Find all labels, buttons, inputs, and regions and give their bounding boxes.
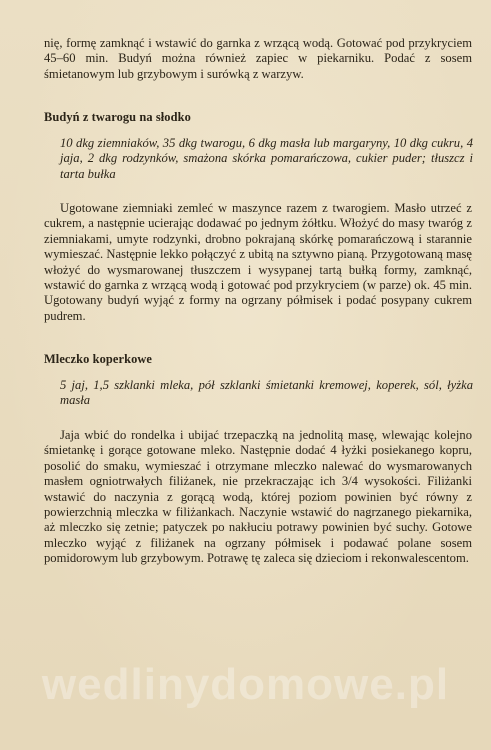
recipe-method-budyn-block bbox=[44, 201, 472, 324]
intro-paragraph: nię, formę zamknąć i wstawić do garnka z wrzącą wodą. Gotować pod przykryciem 45–60 min. Budyń można również zapiec w piekarniku. Podać z sosem śmietanowym lub grzybowym i surówką z warzyw. bbox=[44, 36, 472, 81]
recipe-title-mleczko: Mleczko koperkowe bbox=[44, 352, 153, 366]
recipe-method-budyn: Ugotowane ziemniaki zemleć w maszynce razem z twarogiem. Masło utrzeć z cukrem, a następnie ucierając dodawać po jednym żółtku. Włożyć do masy twaróg z ziemniakami, umyte rodzynki, drobno pokrajaną skórkę pomarańczową i starannie wymieszać. Następnie lekko połączyć z ubitą na sztywno pianą. Przygotowaną masę włożyć do wysmarowanej tłuszczem i wysypanej tartą bułką formy, zamknąć, wstawić do garnka z wrzącą wodą i gotować pod przykryciem (w parze) ok. 45 min. Ugotowany budyń wyjąć z formy na ogrzany półmisek i podać posypany cukrem pudrem. bbox=[44, 201, 472, 323]
intro-paragraph-block bbox=[44, 36, 472, 82]
recipe-ingredients-mleczko: 5 jaj, 1,5 szklanki mleka, pół szklanki śmietanki kremowej, koperek, sól, łyżka masła bbox=[60, 378, 473, 408]
site-watermark: wedlinydomowe.pl bbox=[41, 660, 450, 709]
recipe-title-budyn: Budyń z twarogu na słodko bbox=[44, 110, 191, 124]
recipe-ingredients-budyn: 10 dkg ziemniaków, 35 dkg twarogu, 6 dkg masła lub margaryny, 10 dkg cukru, 4 jaja, 2 dkg rodzynków, smażona skórka pomarańczowa, cukier puder; tłuszcz i tarta bułka bbox=[60, 136, 473, 181]
recipe-method-mleczko-block bbox=[44, 428, 472, 567]
recipe-method-mleczko: Jaja wbić do rondelka i ubijać trzepaczką na jednolitą masę, wlewając kolejno śmietankę i gorące gotowane mleko. Następnie dodać 4 łyżki posiekanego kopru, posolić do smaku, wymieszać i otrzymane mleczko nalewać do wysmarowanych masłem ogniotrwałych filiżanek, nie przekraczając ich 3/4 wysokości. Filiżanki wstawić do naczynia z gorącą wodą, której poziom powinien być równy z powierzchnią mleczka w filiżankach. Naczynie wstawić do nagrzanego piekarnika, aż mleczko się zetnie; patyczek po nakłuciu potrawy powinien być suchy. Gotowe mleczko wyjąć z filiżanek na ogrzany półmisek i podawać polane sosem pomidorowym lub grzybowym. Potrawę tę zaleca się dzieciom i rekonwalescentom. bbox=[44, 428, 472, 566]
